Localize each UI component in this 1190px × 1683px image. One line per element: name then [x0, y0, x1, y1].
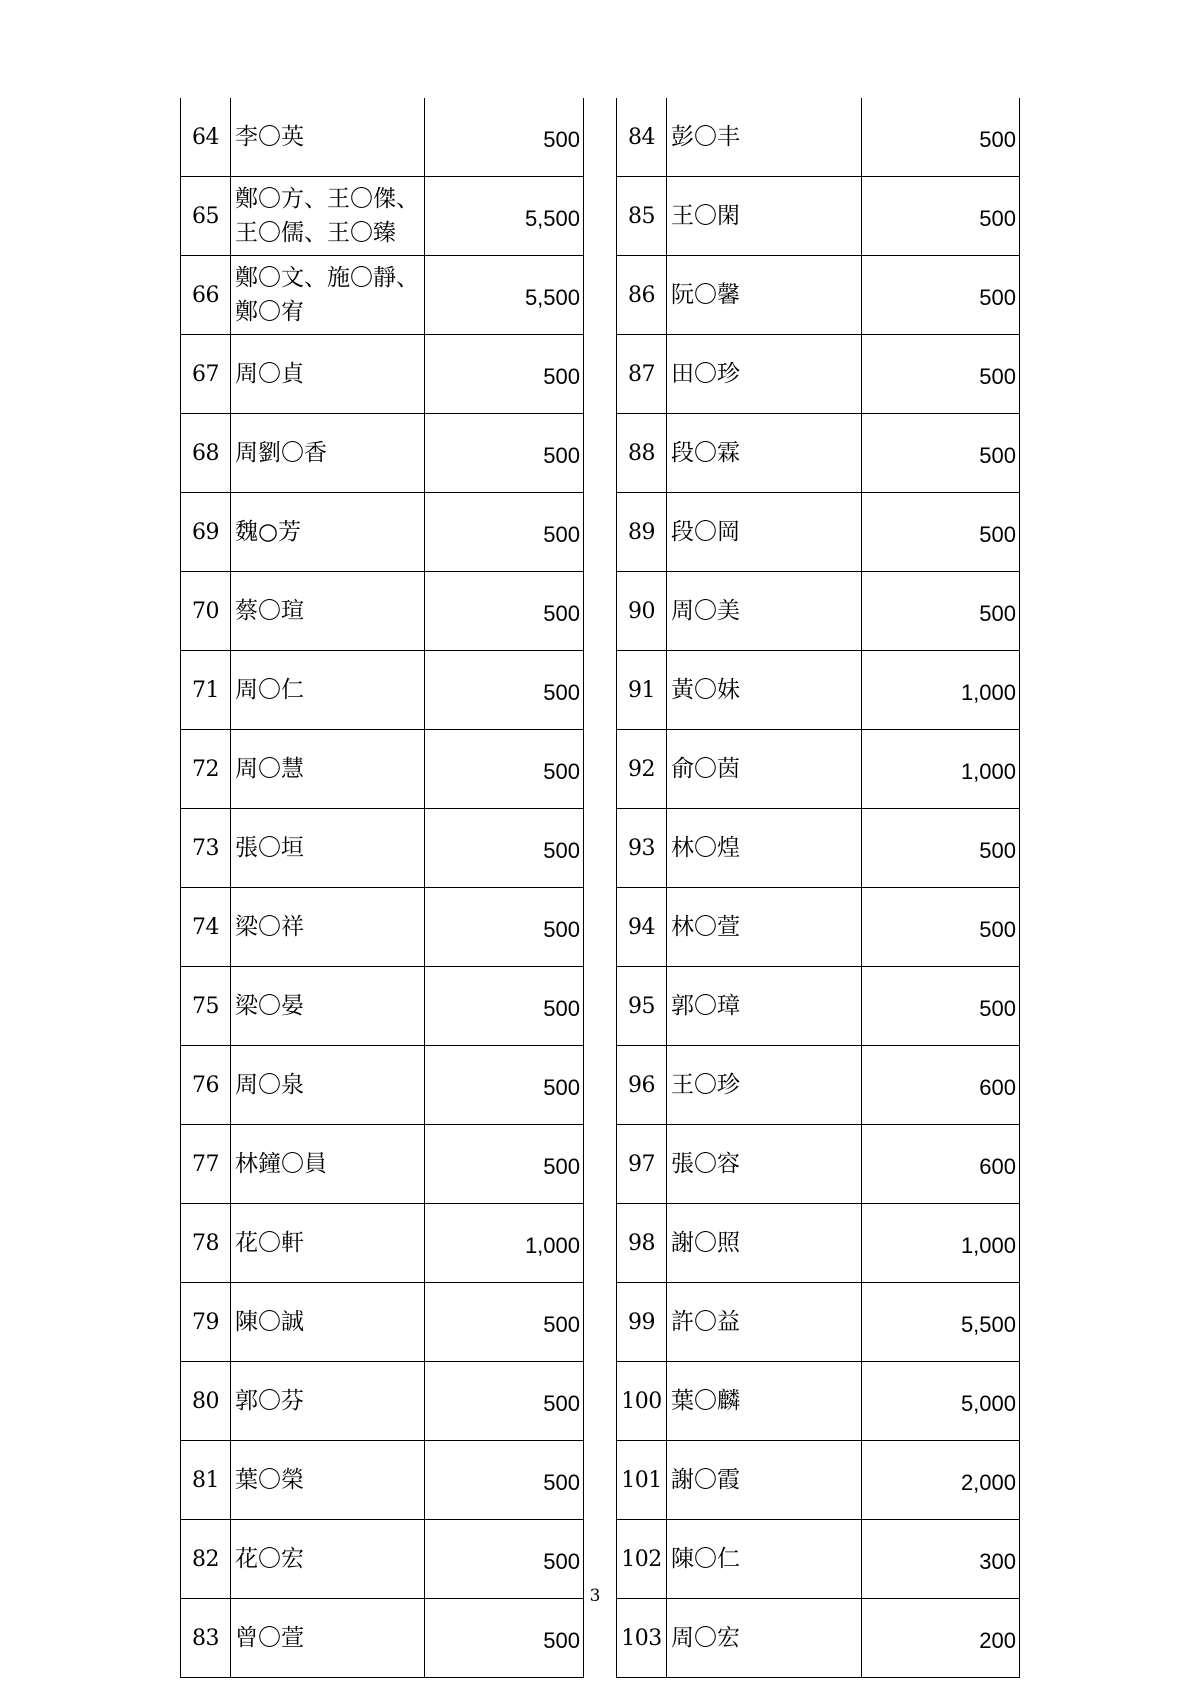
donation-amount: 500 [425, 98, 584, 177]
donor-name: 張〇垣 [231, 809, 425, 888]
donation-amount: 500 [425, 967, 584, 1046]
row-number: 101 [617, 1441, 667, 1520]
donor-table-right-body [617, 98, 1020, 1678]
donation-amount: 1,000 [862, 651, 1020, 730]
donor-name: 陳〇誠 [231, 1283, 425, 1362]
donation-amount: 500 [425, 1599, 584, 1678]
donor-name: 周〇仁 [231, 651, 425, 730]
table-row [181, 335, 584, 414]
donation-amount: 1,000 [862, 730, 1020, 809]
table-row [181, 1441, 584, 1520]
donation-amount: 500 [425, 1520, 584, 1599]
table-row [617, 809, 1020, 888]
row-number: 100 [617, 1362, 667, 1441]
donor-name: 謝〇照 [667, 1204, 862, 1283]
table-row [617, 1125, 1020, 1204]
donor-name: 周〇美 [667, 572, 862, 651]
page-number: 3 [589, 1586, 601, 1606]
donor-name: 阮〇馨 [667, 256, 862, 335]
row-number: 65 [181, 177, 231, 256]
row-number: 97 [617, 1125, 667, 1204]
donation-amount: 500 [425, 572, 584, 651]
donor-name: 黃〇妹 [667, 651, 862, 730]
donation-amount: 2,000 [862, 1441, 1020, 1520]
row-number: 93 [617, 809, 667, 888]
donation-amount: 500 [425, 1362, 584, 1441]
table-row [617, 98, 1020, 177]
donation-amount: 5,000 [862, 1362, 1020, 1441]
donation-amount: 500 [862, 572, 1020, 651]
table-row [181, 1362, 584, 1441]
table-row [617, 572, 1020, 651]
table-row [617, 335, 1020, 414]
table-row [181, 493, 584, 572]
donor-name: 鄭〇方、王〇傑、王〇儒、王〇臻 [231, 177, 425, 256]
row-number: 70 [181, 572, 231, 651]
donor-table-left-body [181, 98, 584, 1678]
row-number: 99 [617, 1283, 667, 1362]
donor-name: 花〇宏 [231, 1520, 425, 1599]
donor-name: 段〇霖 [667, 414, 862, 493]
donation-amount: 300 [862, 1520, 1020, 1599]
donor-name: 周〇慧 [231, 730, 425, 809]
donation-amount: 500 [862, 335, 1020, 414]
donor-name: 葉〇麟 [667, 1362, 862, 1441]
table-row [181, 177, 584, 256]
row-number: 67 [181, 335, 231, 414]
row-number: 90 [617, 572, 667, 651]
donation-amount: 5,500 [862, 1283, 1020, 1362]
row-number: 71 [181, 651, 231, 730]
table-row [617, 967, 1020, 1046]
donation-amount: 500 [425, 493, 584, 572]
table-row [617, 1283, 1020, 1362]
table-row [181, 1599, 584, 1678]
donor-table-left [180, 98, 584, 1678]
row-number: 78 [181, 1204, 231, 1283]
donation-amount: 500 [862, 967, 1020, 1046]
donation-amount: 1,000 [862, 1204, 1020, 1283]
row-number: 80 [181, 1362, 231, 1441]
donation-amount: 500 [862, 98, 1020, 177]
donor-name: 段〇岡 [667, 493, 862, 572]
table-row [617, 1599, 1020, 1678]
row-number: 89 [617, 493, 667, 572]
donation-amount: 600 [862, 1125, 1020, 1204]
table-row [181, 888, 584, 967]
donor-name: 花〇軒 [231, 1204, 425, 1283]
row-number: 91 [617, 651, 667, 730]
donation-amount: 500 [425, 730, 584, 809]
donor-name: 周〇宏 [667, 1599, 862, 1678]
table-row [181, 572, 584, 651]
donation-amount: 500 [862, 493, 1020, 572]
row-number: 66 [181, 256, 231, 335]
donor-name: 張〇容 [667, 1125, 862, 1204]
donor-name: 王〇閑 [667, 177, 862, 256]
donation-amount: 500 [862, 888, 1020, 967]
donor-table-right [616, 98, 1020, 1678]
donation-amount: 500 [862, 414, 1020, 493]
table-row [617, 1204, 1020, 1283]
row-number: 81 [181, 1441, 231, 1520]
donation-amount: 500 [425, 1125, 584, 1204]
donation-amount: 500 [425, 1046, 584, 1125]
donation-amount: 500 [425, 414, 584, 493]
table-row [181, 1204, 584, 1283]
row-number: 82 [181, 1520, 231, 1599]
table-row [617, 177, 1020, 256]
row-number: 74 [181, 888, 231, 967]
table-row [181, 256, 584, 335]
donation-amount: 5,500 [425, 177, 584, 256]
row-number: 77 [181, 1125, 231, 1204]
table-row [617, 256, 1020, 335]
table-row [617, 414, 1020, 493]
row-number: 76 [181, 1046, 231, 1125]
donor-name: 曾〇萱 [231, 1599, 425, 1678]
table-row [181, 98, 584, 177]
row-number: 83 [181, 1599, 231, 1678]
donor-name: 鄭〇文、施〇靜、鄭〇宥 [231, 256, 425, 335]
donor-name: 許〇益 [667, 1283, 862, 1362]
donation-amount: 500 [862, 256, 1020, 335]
row-number: 64 [181, 98, 231, 177]
donation-amount: 500 [862, 177, 1020, 256]
donor-name: 蔡〇瑄 [231, 572, 425, 651]
table-row [181, 651, 584, 730]
donor-name: 郭〇芬 [231, 1362, 425, 1441]
row-number: 75 [181, 967, 231, 1046]
donation-amount: 500 [425, 651, 584, 730]
donor-name: 林〇煌 [667, 809, 862, 888]
row-number: 88 [617, 414, 667, 493]
row-number: 69 [181, 493, 231, 572]
donor-name: 彭〇丰 [667, 98, 862, 177]
donor-name: 魏○芳 [231, 493, 425, 572]
donor-name: 陳〇仁 [667, 1520, 862, 1599]
table-row [181, 1125, 584, 1204]
donor-name: 周〇泉 [231, 1046, 425, 1125]
table-row [181, 1046, 584, 1125]
row-number: 95 [617, 967, 667, 1046]
donor-name: 俞〇茵 [667, 730, 862, 809]
donor-name: 梁〇祥 [231, 888, 425, 967]
donor-name: 周劉〇香 [231, 414, 425, 493]
donation-amount: 500 [425, 809, 584, 888]
donation-amount: 1,000 [425, 1204, 584, 1283]
table-row [181, 1283, 584, 1362]
donation-amount: 5,500 [425, 256, 584, 335]
row-number: 79 [181, 1283, 231, 1362]
donor-name: 林鐘〇員 [231, 1125, 425, 1204]
table-row [181, 809, 584, 888]
donation-amount: 600 [862, 1046, 1020, 1125]
row-number: 72 [181, 730, 231, 809]
donor-name: 葉〇榮 [231, 1441, 425, 1520]
table-row [617, 651, 1020, 730]
donation-amount: 200 [862, 1599, 1020, 1678]
table-row [617, 730, 1020, 809]
table-row [617, 1046, 1020, 1125]
row-number: 92 [617, 730, 667, 809]
table-row [617, 888, 1020, 967]
table-row [617, 493, 1020, 572]
row-number: 96 [617, 1046, 667, 1125]
donor-name: 周〇貞 [231, 335, 425, 414]
row-number: 87 [617, 335, 667, 414]
donor-name: 郭〇璋 [667, 967, 862, 1046]
row-number: 86 [617, 256, 667, 335]
donor-name: 林〇萱 [667, 888, 862, 967]
table-row [181, 967, 584, 1046]
row-number: 68 [181, 414, 231, 493]
row-number: 103 [617, 1599, 667, 1678]
row-number: 94 [617, 888, 667, 967]
row-number: 85 [617, 177, 667, 256]
donor-name: 田〇珍 [667, 335, 862, 414]
donation-amount: 500 [425, 888, 584, 967]
row-number: 98 [617, 1204, 667, 1283]
donation-amount: 500 [425, 335, 584, 414]
donation-amount: 500 [425, 1283, 584, 1362]
table-row [617, 1362, 1020, 1441]
table-row [181, 414, 584, 493]
table-row [617, 1441, 1020, 1520]
donor-name: 王〇珍 [667, 1046, 862, 1125]
donor-name: 李〇英 [231, 98, 425, 177]
donor-name: 謝〇霞 [667, 1441, 862, 1520]
row-number: 102 [617, 1520, 667, 1599]
donation-amount: 500 [425, 1441, 584, 1520]
donor-name: 梁〇晏 [231, 967, 425, 1046]
donation-amount: 500 [862, 809, 1020, 888]
table-row [181, 730, 584, 809]
row-number: 73 [181, 809, 231, 888]
row-number: 84 [617, 98, 667, 177]
